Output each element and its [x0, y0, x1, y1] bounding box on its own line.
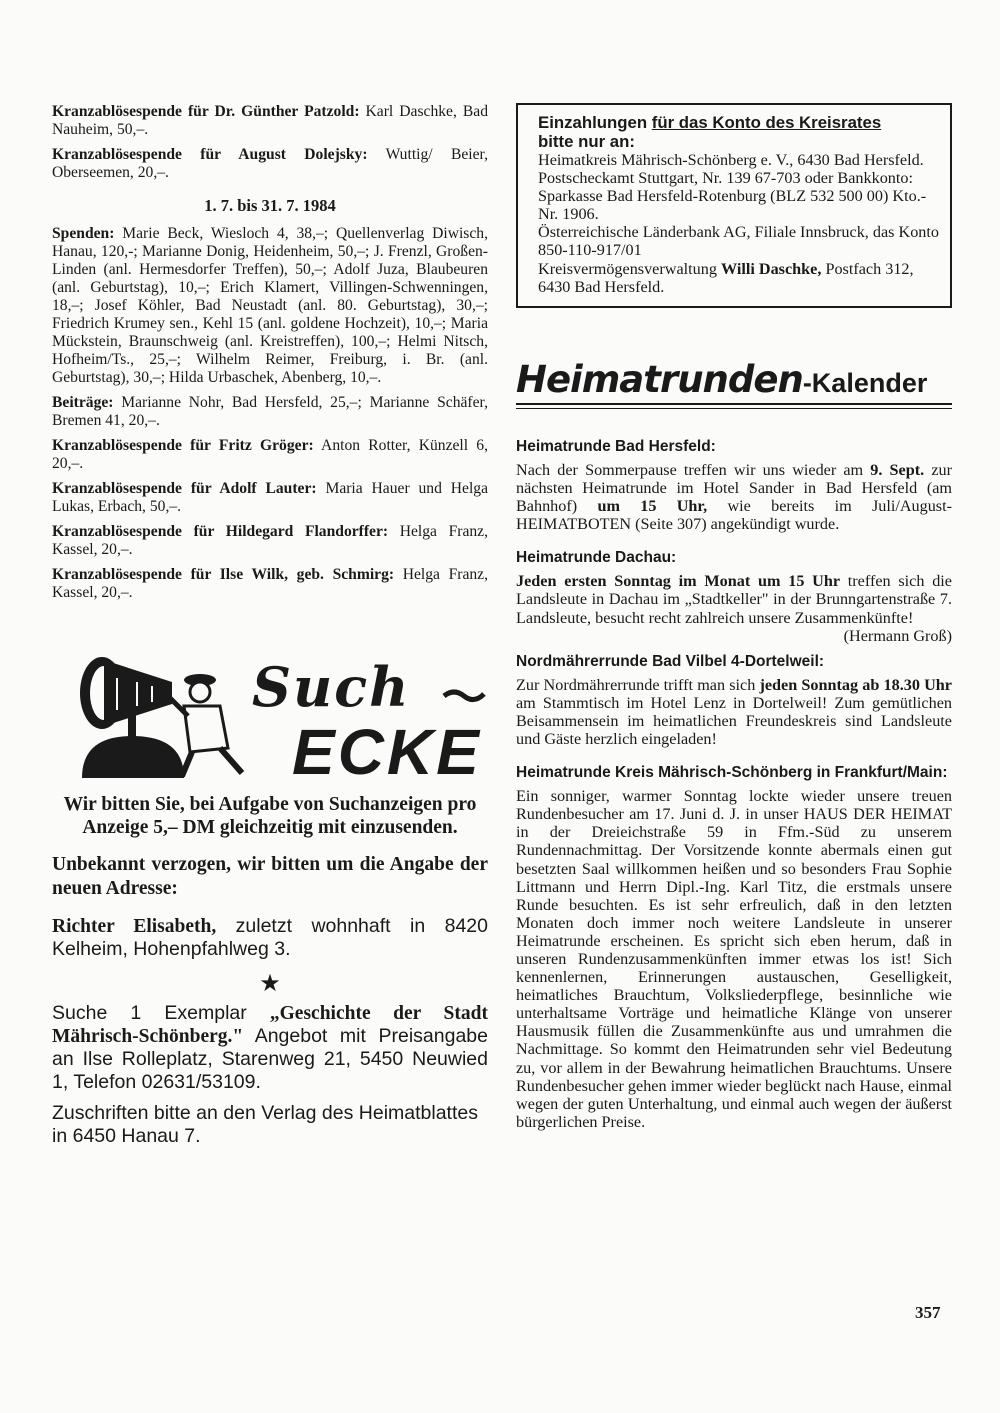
beitraege-text: Marianne Nohr, Bad Hersfeld, 25,–; Marianne Schäfer, Bremen 41, 20,–.: [52, 394, 488, 429]
notice-fee: Wir bitten Sie, bei Aufgabe von Suchanzeigen pro Anzeige 5,– DM gleichzeitig mit einzusenden.: [63, 794, 477, 838]
konto-heading-underlined: für das Konto des Kreisrates: [651, 113, 882, 132]
donation-patzold-text: Karl Daschke, Bad Nauheim, 50,–.: [52, 103, 489, 138]
konto-line-1: Heimatkreis Mährisch-Schönberg e. V., 6430 Bad Hersfeld.: [538, 151, 924, 169]
konto-box: [516, 103, 952, 308]
konto-heading-pre: Einzahlungen: [538, 113, 652, 132]
donation-dolejsky-label: Kranzablösespende für August Dolejsky:: [52, 146, 368, 163]
date-heading: 1. 7. bis 31. 7. 1984: [204, 196, 336, 215]
notice-unknown-address: Unbekannt verzogen, wir bitten um die Angabe der neuen Adresse:: [52, 854, 488, 899]
page-number: 357: [915, 1303, 941, 1322]
spenden-label: Spenden:: [52, 225, 115, 242]
frankfurt-text: Ein sonniger, warmer Sonntag lockte wieder unsere treuen Rundenbesucher am 17. Juni d. J. in unser HAUS DER HEIMAT in der Dreieichstraße 59 in Ffm.-Süd zu unserem Rundennachmittag. Der Vorsitzende konnte abermals einen gut besetzten Saal willkommen heißen und so besonders Frau Sophie Littmann und Herrn Dipl.-Ing. Karl Titz, die erstmals unsere Runde besuchten. Es ist sehr erfreulich, daß in den letzten Monaten doch immer noch weitere Landsleute in unserer Heimatrunde erscheinen. Es spricht sich eben herum, daß in unseren Rundenzusammenkünften immer etwas los ist! Sich kennenlernen, Erinnerungen austauschen, Geselligkeit, heimatliches Brauchtum, Volksliederpflege, besinnliche wie unterhaltsame Vorträge und heimatliche Klänge von unserer Hausmusik füllen die Zusammenkünfte aus und umrahmen die Nachmittage. So kommt den Heimatrunden sehr viel Bedeutung zu, vor allem in der Bewahrung heimatlichen Brauchtums. Unsere Rundenbesucher gehen immer wieder beglückt nach Hause, einmal wegen der guten Unterhaltung, und einmal auch wegen der äußerst bürgerlichen Preise.: [516, 787, 953, 1131]
right-column: [516, 103, 952, 1138]
star-icon: ★: [259, 971, 281, 997]
donation-groeger-text: Anton Rotter, Künzell 6, 20,–.: [52, 437, 489, 472]
konto-line-4-name: Willi Daschke,: [720, 259, 822, 278]
beitraege-label: Beiträge:: [52, 394, 114, 411]
konto-line-4: [538, 260, 940, 296]
donation-lauter-text: Maria Hauer und Helga Lukas, Erbach, 50,–.: [52, 480, 489, 515]
konto-heading: [538, 113, 940, 132]
search-richter-name: Richter Elisabeth,: [52, 916, 217, 937]
konto-heading-2: bitte nur an:: [538, 132, 635, 151]
kalender-title-script: Heimatrunden: [516, 358, 803, 401]
donation-patzold: [52, 103, 488, 139]
vilbel-text: [516, 676, 952, 748]
hersfeld-text-3: wie bereits im Juli/August-HEIMATBOTEN (Seite 307) angekündigt wurde.: [516, 497, 952, 534]
kalender-title: [516, 358, 952, 422]
vilbel-schedule: jeden Sonntag ab 18.30 Uhr: [759, 675, 952, 694]
donation-wilk: [52, 566, 488, 602]
hersfeld-date: 9. Sept.: [870, 461, 925, 479]
kalender-rule-thin: [516, 408, 952, 409]
kalender-title-sans: -Kalender: [802, 368, 928, 398]
spenden-text: Marie Beck, Wiesloch 4, 38,–; Quellenverlag Diwisch, Hanau, 120,-; Marianne Donig, Heidenheim, 50,–; J. Frenzl, Großen-Linden (anl. Hermesdorfer Treffen), 50,–; Adolf Juza, Blaubeuren (anl. Geburtstag), 10,–; Erich Klamert, Villingen-Schwenningen, 18,–; Josef Köhler, Bad Neustadt (anl. 80. Geburtstag), 30,–; Friedrich Krumey sen., Kehl 15 (anl. goldene Hochzeit), 10,–; Maria Mückstein, Braunschweig (anl. Kreistreffen), 100,–; Helmi Nitsch, Hofheim/Ts., 25,–; Wilhelm Reimer, Freiburg, i. Br. (anl. Geburtstag), 30,–; Hilda Urbaschek, Abenberg, 10,–.: [52, 225, 488, 386]
zuschriften-notice: Zuschriften bitte an den Verlag des Heimatblattes in 6450 Hanau 7.: [52, 1102, 478, 1147]
donation-lauter-label: Kranzablösespende für Adolf Lauter:: [52, 480, 317, 497]
search-book: [52, 1002, 488, 1094]
beitraege: [52, 394, 488, 430]
konto-line-4-post: Postfach 312, 6430 Bad Hersfeld.: [538, 259, 914, 296]
donation-dolejsky: [52, 146, 488, 182]
dachau-text: [516, 572, 952, 626]
dachau-text-1: treffen sich die Landsleute in Dachau im „Stadtkeller" in der Brunngartenstraße 7. Landsleute, besucht recht zahlreich unsere Zusammenkünfte!: [516, 572, 952, 627]
donation-lauter: [52, 480, 488, 516]
such-ecke-illustration: [52, 648, 488, 783]
hersfeld-text-2: zur nächsten Heimatrunde im Hotel Sander in Bad Hersfeld (am Bahnhof): [516, 461, 952, 516]
donation-groeger: [52, 437, 488, 473]
hersfeld-text-1: Nach der Sommerpause treffen wir uns wieder am: [516, 461, 871, 479]
donation-dolejsky-text: Wuttig/ Beier, Oberseemen, 20,–.: [52, 146, 488, 181]
tilde-flourish: [444, 692, 484, 700]
telescope-icon: [80, 657, 172, 729]
dachau-heading: Heimatrunde Dachau:: [516, 549, 677, 567]
search-book-pre: Suche 1 Exemplar: [52, 1002, 270, 1024]
vilbel-heading: Nordmährerrunde Bad Vilbel 4-Dortelweil:: [516, 652, 825, 670]
hersfeld-heading: Heimatrunde Bad Hersfeld:: [516, 438, 716, 455]
donation-flandorffer-text: Helga Franz, Kassel, 20,–.: [52, 523, 489, 558]
such-script-text: Such: [252, 655, 411, 719]
spenden-list: [52, 225, 488, 387]
konto-line-3: Österreichische Länderbank AG, Filiale Innsbruck, das Konto 850-110-917/01: [538, 223, 939, 260]
donation-wilk-label: Kranzablösespende für Ilse Wilk, geb. Schmirg:: [52, 566, 395, 583]
search-book-post: Angebot mit Preisangabe an Ilse Rolleplatz, Starenweg 21, 5450 Neuwied 1, Telefon 02631/53109.: [52, 1025, 488, 1093]
donation-flandorffer-label: Kranzablösespende für Hildegard Flandorffer:: [52, 523, 389, 540]
hersfeld-time: um 15 Uhr,: [597, 497, 708, 516]
hersfeld-text: [516, 461, 952, 533]
donation-patzold-label: Kranzablösespende für Dr. Günther Patzold:: [52, 103, 360, 120]
such-ecke-graphic: [52, 648, 488, 783]
search-richter-text: zuletzt wohnhaft in 8420 Kelheim, Hohenpfahlweg 3.: [52, 915, 488, 960]
search-richter: [52, 915, 488, 961]
frankfurt-heading: Heimatrunde Kreis Mährisch-Schönberg in Frankfurt/Main:: [516, 764, 948, 782]
search-book-title: „Geschichte der Stadt Mährisch-Schönberg.": [52, 1003, 488, 1047]
konto-line-2: Postscheckamt Stuttgart, Nr. 139 67-703 oder Bankkonto: Sparkasse Bad Hersfeld-Rotenburg (BLZ 532 500 00) Kto.-Nr. 1906.: [538, 169, 927, 224]
kalender-rule: [516, 403, 952, 405]
donation-wilk-text: Helga Franz, Kassel, 20,–.: [52, 566, 489, 601]
konto-line-4-pre: Kreisvermögensverwaltung: [538, 259, 721, 278]
ecke-text: ECKE: [292, 716, 482, 783]
left-column: [52, 103, 488, 1156]
vilbel-text-1: Zur Nordmährerrunde trifft man sich: [516, 675, 760, 694]
dachau-signoff: (Hermann Groß): [843, 626, 952, 645]
donation-groeger-label: Kranzablösespende für Fritz Gröger:: [52, 437, 314, 454]
donation-flandorffer: [52, 523, 488, 559]
vilbel-text-2: am Stammtisch im Hotel Lenz in Dortelweil! Zum gemütlichen Beisammensein im heimatlichen Freundeskreis sind Landsleute und Gäste herzlich eingeladen!: [516, 693, 952, 749]
dachau-schedule: Jeden ersten Sonntag im Monat um 15 Uhr: [516, 572, 841, 591]
